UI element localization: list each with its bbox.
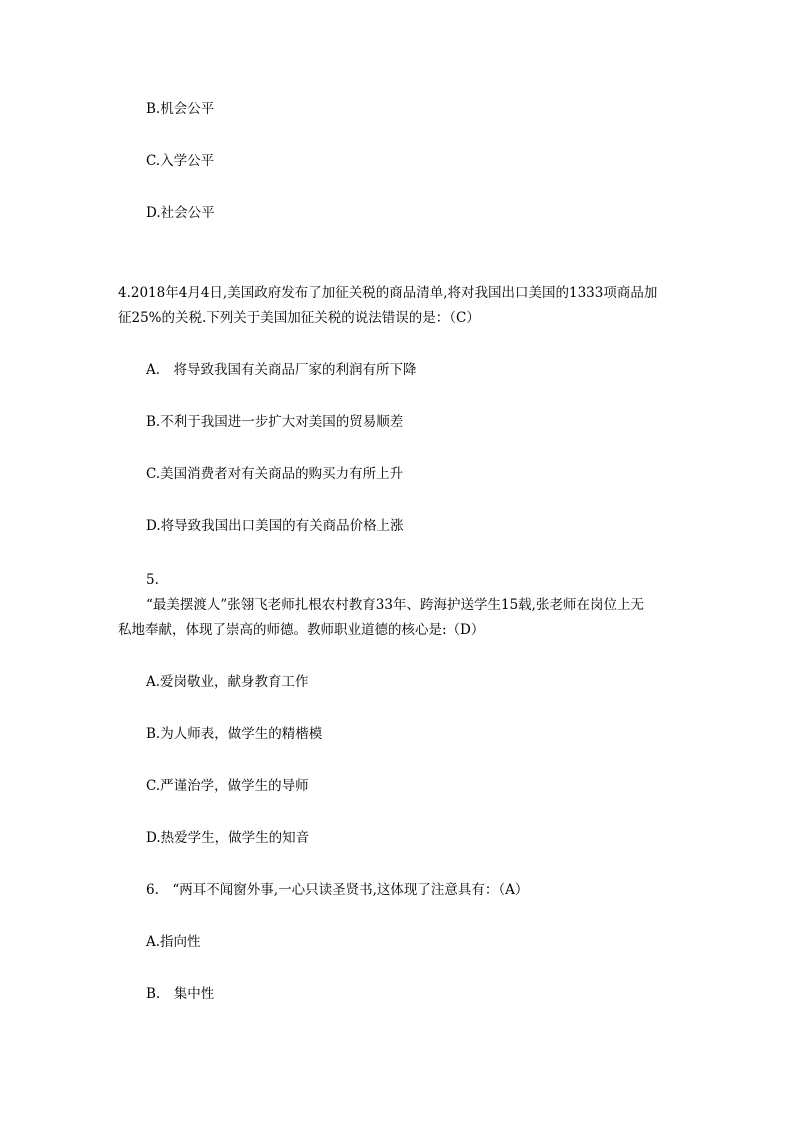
q4-option-c: C.美国消费者对有关商品的购买力有所上升 bbox=[146, 466, 404, 482]
q4-stem-line1: 4.2018年4月4日,美国政府发布了加征关税的商品清单,将对我国出口美国的1333项商品加 bbox=[118, 285, 658, 301]
q3-option-b: B.机会公平 bbox=[146, 101, 215, 117]
q4-option-a: A. 将导致我国有关商品厂家的利润有所下降 bbox=[146, 362, 417, 378]
q5-stem-line1: “最美摆渡人”张翎飞老师扎根农村教育33年、跨海护送学生15载,张老师在岗位上无 bbox=[146, 597, 644, 613]
q5-option-c: C.严谨治学，做学生的导师 bbox=[146, 778, 309, 794]
q6-stem: 6. “两耳不闻窗外事,一心只读圣贤书,这体现了注意具有：（A） bbox=[146, 882, 529, 898]
q5-option-d: D.热爱学生，做学生的知音 bbox=[146, 830, 310, 846]
q3-option-c: C.入学公平 bbox=[146, 153, 215, 169]
q6-option-b: B. 集中性 bbox=[146, 986, 215, 1002]
q6-option-a: A.指向性 bbox=[146, 934, 201, 950]
q5-number: 5. bbox=[146, 572, 159, 588]
q5-stem-line2: 私地奉献，体现了崇高的师德。教师职业道德的核心是:（D） bbox=[118, 622, 485, 638]
q3-option-d: D.社会公平 bbox=[146, 205, 215, 221]
q5-option-a: A.爱岗敬业，献身教育工作 bbox=[146, 674, 309, 690]
q4-option-d: D.将导致我国出口美国的有关商品价格上涨 bbox=[146, 518, 404, 534]
q4-stem-line2: 征25%的关税.下列关于美国加征关税的说法错误的是：（C） bbox=[118, 310, 480, 326]
q5-option-b: B.为人师表，做学生的精楷模 bbox=[146, 726, 323, 742]
q4-option-b: B.不利于我国进一步扩大对美国的贸易顺差 bbox=[146, 414, 404, 430]
